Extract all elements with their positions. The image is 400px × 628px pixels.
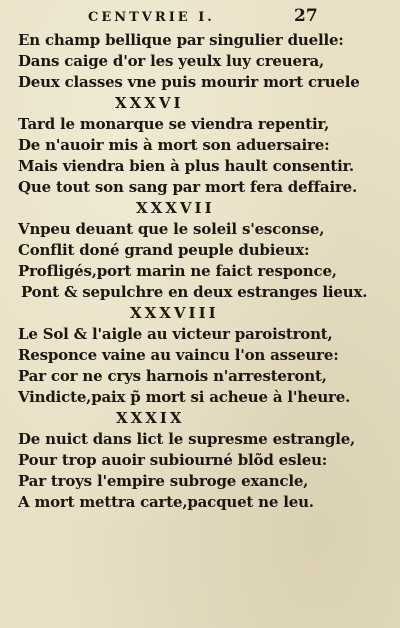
page-header (0, 6, 400, 32)
verse-line: De nuict dans lict le supresme estrangle, (18, 430, 356, 448)
running-head: CENTVRIE I. (88, 10, 215, 25)
verse-line: Tard le monarque se viendra repentir, (18, 115, 330, 133)
verse-line: De n'auoir mis à mort son aduersaire: (18, 136, 330, 154)
verse-line: Le Sol & l'aigle au victeur paroistront, (18, 325, 333, 343)
verse-line: Vindicte,paix p̃ mort si acheue à l'heure. (18, 388, 351, 406)
verse-line: Pont & sepulchre en deux estranges lieux. (21, 283, 368, 301)
verse-line: Vnpeu deuant que le soleil s'esconse, (18, 220, 325, 238)
verse-line: Pour trop auoir subiourné blõd esleu: (18, 451, 328, 469)
text-block (18, 30, 388, 513)
quatrain-36 (18, 93, 388, 198)
quatrain-38 (18, 303, 388, 408)
quatrain-37 (18, 198, 388, 303)
verse-line: Profligés,port marin ne faict responce, (18, 262, 337, 280)
verse-line: A mort mettra carte,pacquet ne leu. (18, 493, 314, 511)
verse-line: Par cor ne crys harnois n'arresteront, (18, 367, 327, 385)
quatrain-heading: XXXVI (115, 94, 184, 112)
verse-line: En champ bellique par singulier duelle: (18, 31, 344, 49)
page-number: 27 (294, 6, 318, 26)
verse-line: Dans caige d'or les yeulx luy creuera, (18, 52, 325, 70)
verse-line: Que tout son sang par mort fera deffaire. (18, 178, 358, 196)
quatrain-heading: XXXVIII (130, 304, 219, 322)
opening-quatrain-end (18, 30, 388, 93)
verse-line: Conflit doné grand peuple dubieux: (18, 241, 310, 259)
verse-line: Deux classes vne puis mourir mort cruele (18, 73, 360, 91)
quatrain-39 (18, 408, 388, 513)
verse-line: Responce vaine au vaincu l'on asseure: (18, 346, 339, 364)
verse-line: Par troys l'empire subroge exancle, (18, 472, 309, 490)
quatrain-heading: XXXVII (136, 199, 215, 217)
quatrain-heading: XXXIX (116, 409, 185, 427)
verse-line: Mais viendra bien à plus hault consentir. (18, 157, 354, 175)
